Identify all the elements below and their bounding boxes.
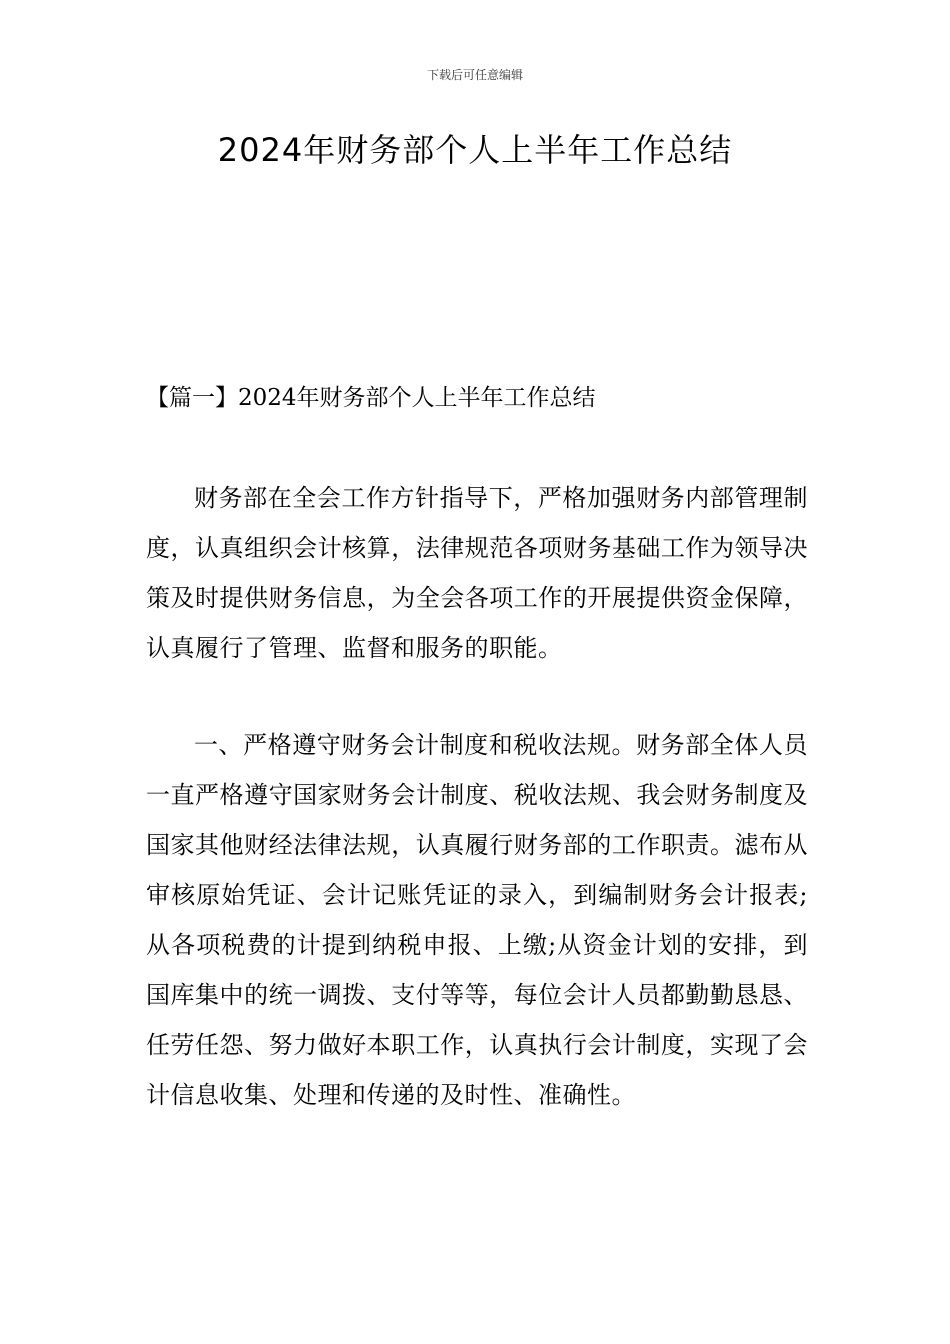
document-title: 2024年财务部个人上半年工作总结 xyxy=(217,131,733,169)
body-paragraph-point-one: 一、严格遵守财务会计制度和税收法规。财务部全体人员一直严格遵守国家财务会计制度、税收法规、我会财务制度及国家其他财经法律法规，认真履行财务部的工作职责。滤布从审核原始凭证、会计记账凭证的录入，到编制财务会计报表;从各项税费的计提到纳税申报、上缴;从资金计划的安排，到国库集中的统一调拨、支付等等，每位会计人员都勤勤恳恳、任劳任怨、努力做好本职工作，认真执行会计制度，实现了会计信息收集、处理和传递的及时性、准确性。 xyxy=(146,731,808,1109)
body-paragraph-intro: 财务部在全会工作方针指导下，严格加强财务内部管理制度，认真组织会计核算，法律规范各项财务基础工作为领导决策及时提供财务信息，为全会各项工作的开展提供资金保障，认真履行了管理、监督和服务的职能。 xyxy=(146,484,808,662)
section-heading: 【篇一】2024年财务部个人上半年工作总结 xyxy=(146,385,596,411)
header-note: 下载后可任意编辑 xyxy=(426,68,523,82)
